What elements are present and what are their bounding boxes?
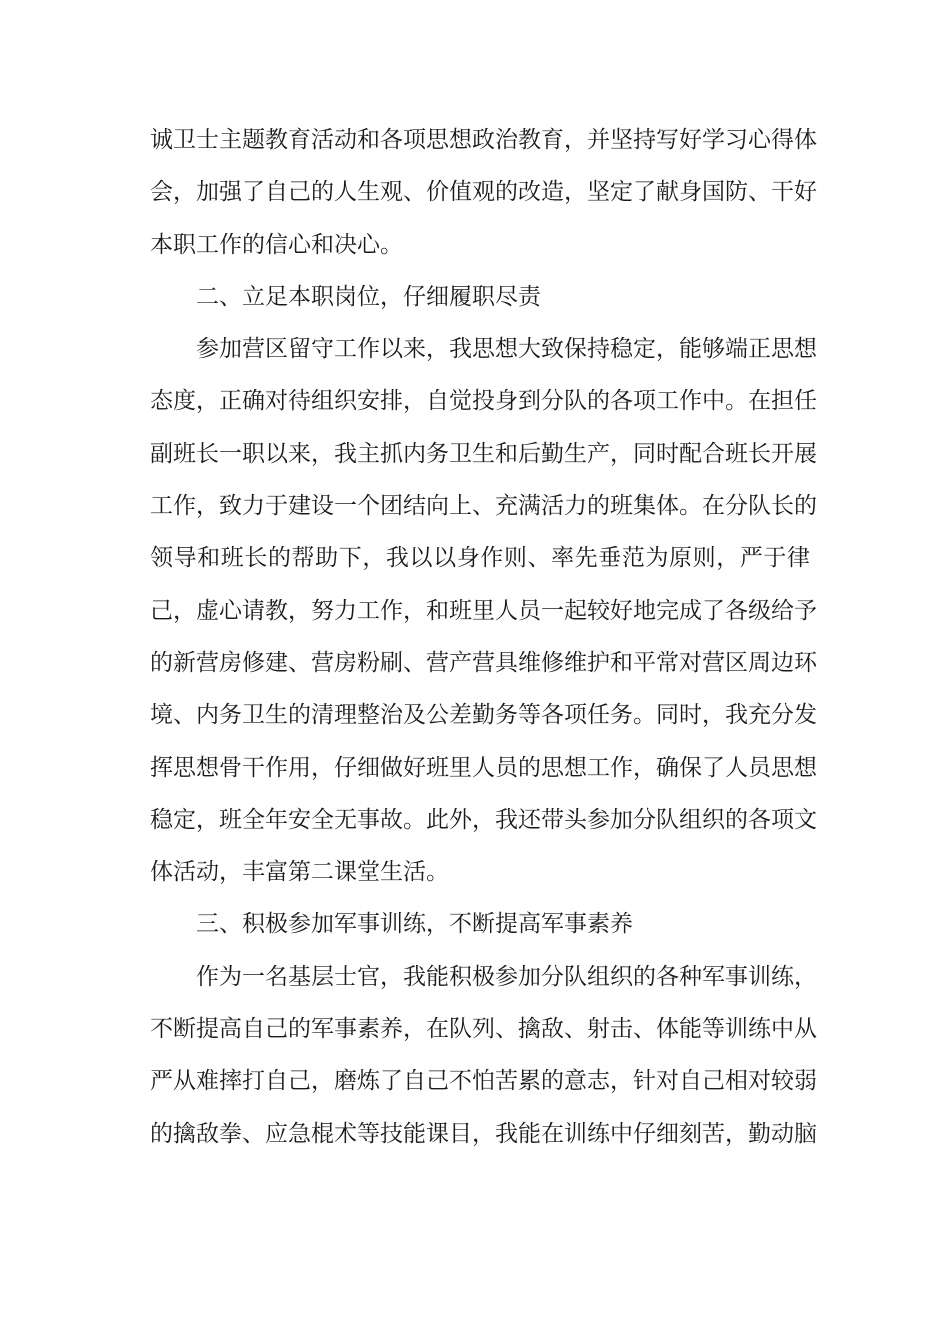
text-line: 的擒敌拳、应急棍术等技能课目，我能在训练中仔细刻苦，勤动脑 bbox=[150, 1120, 817, 1147]
body-text bbox=[150, 114, 817, 1160]
text-line: 态度，正确对待组织安排，自觉投身到分队的各项工作中。在担任 bbox=[150, 388, 817, 415]
text-line: 诚卫士主题教育活动和各项思想政治教育，并坚持写好学习心得体 bbox=[150, 127, 817, 153]
text-line: 领导和班长的帮助下，我以以身作则、率先垂范为原则，严于律 bbox=[150, 545, 810, 572]
text-line: 的新营房修建、营房粉刷、营产营具维修维护和平常对营区周边环 bbox=[150, 649, 817, 676]
text-line: 稳定，班全年安全无事故。此外，我还带头参加分队组织的各项文 bbox=[150, 806, 817, 833]
text-line: 挥思想骨干作用，仔细做好班里人员的思想工作，确保了人员思想 bbox=[150, 754, 817, 781]
text-line: 境、内务卫生的清理整治及公差勤务等各项任务。同时，我充分发 bbox=[150, 702, 817, 729]
text-line: 体活动，丰富第二课堂生活。 bbox=[150, 859, 449, 886]
text-line: 会，加强了自己的人生观、价值观的改造，坚定了献身国防、干好 bbox=[150, 179, 817, 206]
section-heading: 二、立足本职岗位，仔细履职尽责 bbox=[196, 283, 541, 310]
text-line: 工作，致力于建设一个团结向上、充满活力的班集体。在分队长的 bbox=[150, 493, 817, 520]
text-line: 作为一名基层士官，我能积极参加分队组织的各种军事训练， bbox=[196, 963, 817, 990]
text-line: 不断提高自己的军事素养，在队列、擒敌、射击、体能等训练中从 bbox=[150, 1016, 817, 1043]
text-line: 严从难摔打自己，磨炼了自己不怕苦累的意志，针对自己相对较弱 bbox=[150, 1068, 817, 1095]
text-line: 本职工作的信心和决心。 bbox=[150, 231, 403, 258]
text-line: 己，虚心请教，努力工作，和班里人员一起较好地完成了各级给予 bbox=[150, 597, 817, 624]
text-line: 副班长一职以来，我主抓内务卫生和后勤生产，同时配合班长开展 bbox=[150, 440, 817, 467]
section-heading: 三、积极参加军事训练，不断提高军事素养 bbox=[196, 911, 633, 938]
text-line: 参加营区留守工作以来，我思想大致保持稳定，能够端正思想 bbox=[196, 336, 817, 363]
